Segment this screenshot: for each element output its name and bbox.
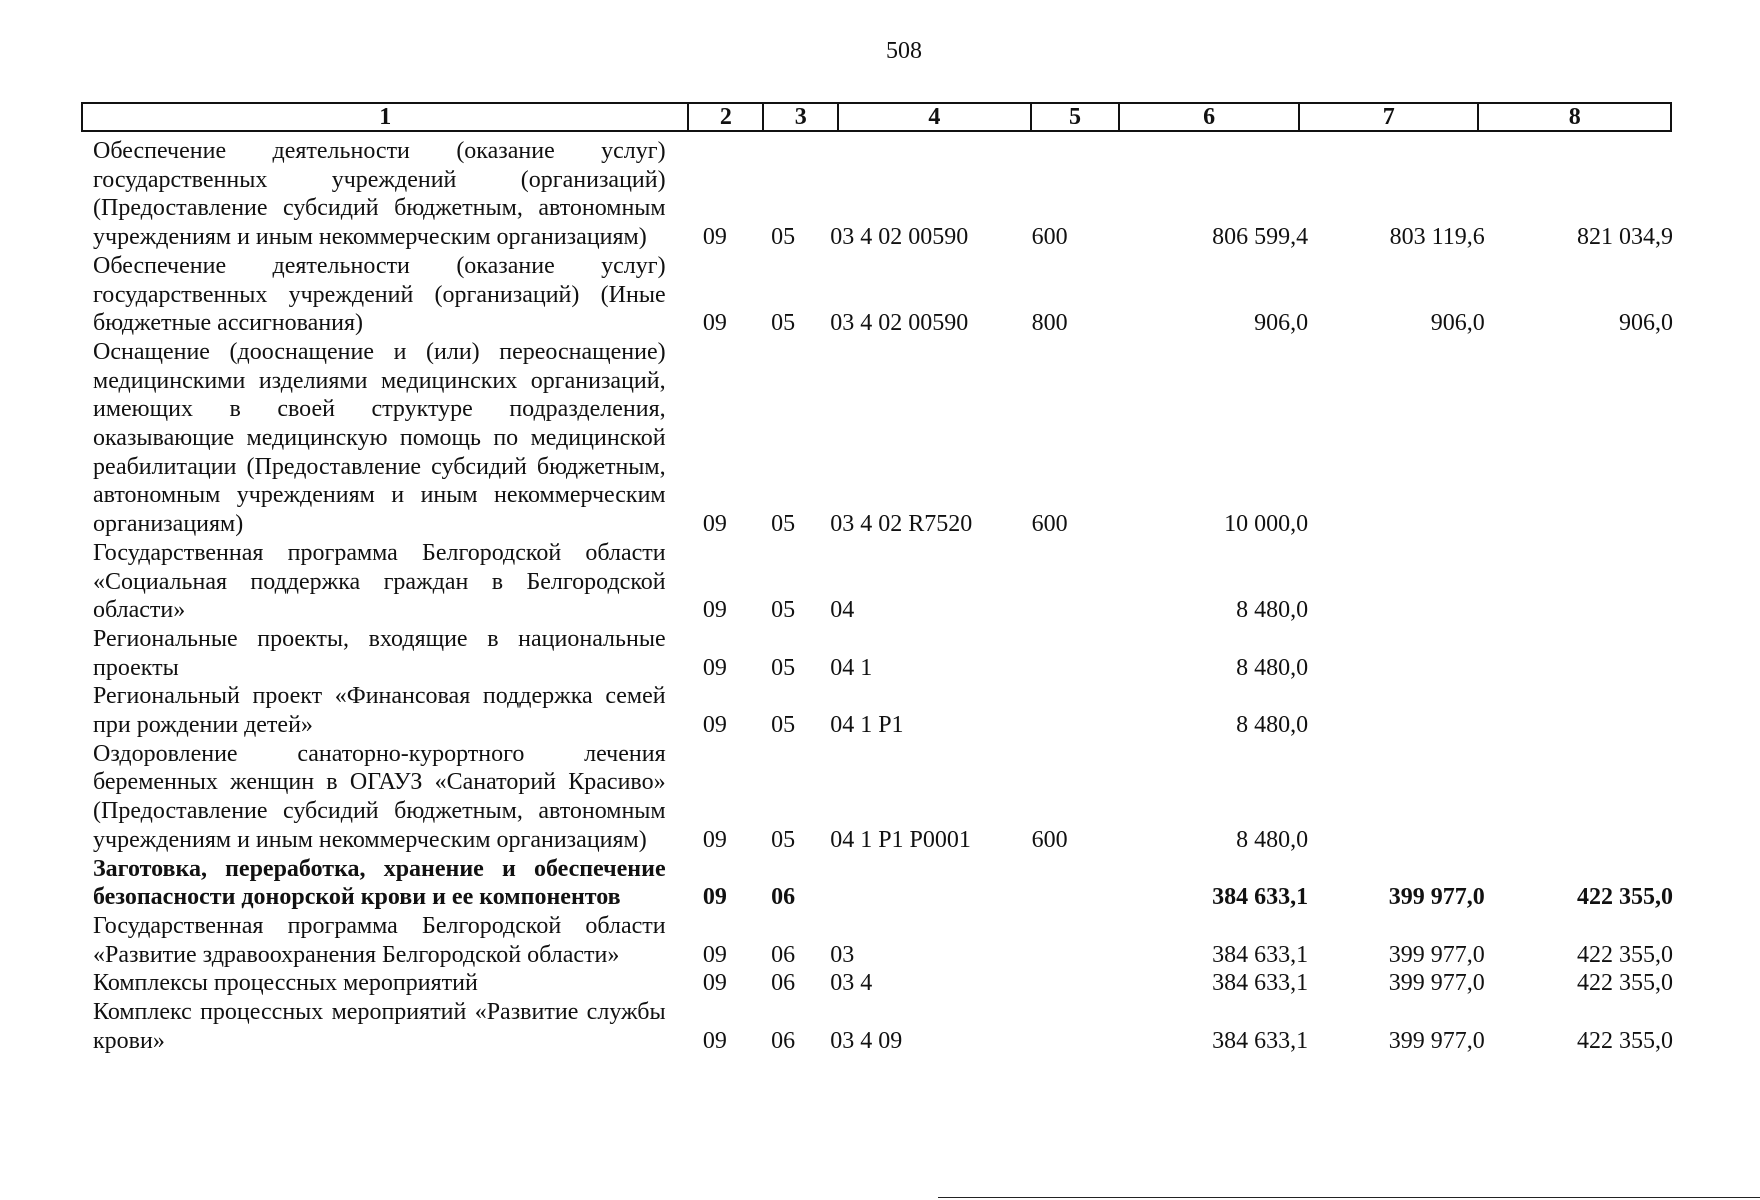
target-article-code: 04 1 (830, 654, 873, 681)
row-name: Региональный проект «Финансовая поддержка семей при рождении детей» (93, 683, 666, 739)
table-row (93, 855, 1673, 912)
section-code: 09 (702, 712, 727, 739)
amount-col-7: 803 119,6 (1389, 224, 1485, 251)
subsection-code: 05 (771, 224, 796, 251)
row-name: Обеспечение деятельности (оказание услуг) государственных учреждений (организаций) (Предоставление субсидий бюджетным, автономным учреждениям и иным некоммерческим организациям) (93, 138, 666, 251)
table-row (93, 338, 1673, 539)
amount-col-6: 8 480,0 (1236, 597, 1309, 624)
expense-type-code: 600 (1031, 224, 1068, 251)
amount-col-7: 399 977,0 (1388, 1027, 1485, 1054)
target-article-code: 04 1 P1 P0001 (830, 826, 971, 853)
amount-col-6: 906,0 (1254, 310, 1309, 337)
amount-col-7: 399 977,0 (1388, 970, 1485, 997)
header-col-5: 5 (1032, 104, 1121, 130)
subsection-code: 06 (771, 1027, 796, 1054)
header-col-1: 1 (83, 104, 689, 130)
section-code: 09 (702, 511, 727, 538)
amount-col-6: 8 480,0 (1236, 826, 1309, 853)
amount-col-6: 8 480,0 (1236, 712, 1309, 739)
subsection-code: 05 (771, 712, 796, 739)
row-name: Оздоровление санаторно-курортного лечения беременных женщин в ОГАУЗ «Санаторий Красиво» (Предоставление субсидий бюджетным, автономным учреждениям и иным некоммерческим организациям) (93, 740, 666, 853)
expense-type-code: 600 (1031, 826, 1068, 853)
expense-type-code: 600 (1031, 511, 1068, 538)
header-col-8: 8 (1568, 104, 1581, 130)
bottom-divider (938, 1197, 1760, 1198)
header-col-7: 7 (1300, 104, 1480, 130)
subsection-code: 05 (771, 597, 796, 624)
table-row (93, 625, 1673, 682)
section-code: 09 (702, 970, 727, 997)
amount-col-7: 399 977,0 (1388, 884, 1485, 911)
row-name: Заготовка, переработка, хранение и обеспечение безопасности донорской крови и ее компонентов (93, 855, 666, 911)
amount-col-6: 384 633,1 (1212, 884, 1309, 911)
target-article-code: 03 4 09 (830, 1027, 903, 1054)
subsection-code: 05 (771, 310, 796, 337)
subsection-code: 06 (771, 884, 796, 911)
amount-col-8: 422 355,0 (1577, 970, 1673, 997)
amount-col-7: 399 977,0 (1388, 941, 1485, 968)
amount-col-6: 8 480,0 (1236, 654, 1309, 681)
section-code: 09 (702, 826, 727, 853)
subsection-code: 06 (771, 941, 796, 968)
header-col-2: 2 (689, 104, 764, 130)
amount-col-8: 422 355,0 (1577, 1027, 1673, 1054)
amount-col-6: 806 599,4 (1212, 224, 1309, 251)
amount-col-8: 422 355,0 (1577, 941, 1673, 968)
table-row (93, 969, 1673, 998)
amount-col-6: 384 633,1 (1212, 941, 1309, 968)
amount-col-6: 10 000,0 (1224, 511, 1309, 538)
target-article-code: 04 1 P1 (830, 712, 904, 739)
header-col-4: 4 (839, 104, 1032, 130)
subsection-code: 05 (771, 654, 796, 681)
table-row (93, 252, 1673, 338)
target-article-code: 03 4 02 R7520 (830, 511, 973, 538)
target-article-code: 03 4 02 00590 (830, 310, 969, 337)
row-name: Обеспечение деятельности (оказание услуг) государственных учреждений (организаций) (Иные бюджетные ассигнования) (93, 252, 666, 337)
amount-col-8: 906,0 (1619, 310, 1673, 337)
target-article-code: 03 (830, 941, 855, 968)
section-code: 09 (702, 310, 727, 337)
expense-type-code: 800 (1031, 310, 1068, 337)
amount-col-7: 906,0 (1430, 310, 1485, 337)
table-row (93, 740, 1673, 855)
table-row (93, 998, 1673, 1055)
table-body (93, 137, 1673, 1056)
subsection-code: 05 (771, 826, 796, 853)
section-code: 09 (702, 941, 727, 968)
row-name: Государственная программа Белгородской области «Социальная поддержка граждан в Белгородской области» (93, 539, 666, 624)
target-article-code: 04 (830, 597, 855, 624)
subsection-code: 06 (771, 970, 796, 997)
amount-col-8: 422 355,0 (1577, 884, 1673, 911)
section-code: 09 (702, 1027, 727, 1054)
row-name: Комплексы процессных мероприятий (93, 970, 478, 997)
section-code: 09 (702, 597, 727, 624)
header-col-6: 6 (1120, 104, 1300, 130)
table-row (93, 137, 1673, 252)
section-code: 09 (702, 224, 727, 251)
amount-col-6: 384 633,1 (1212, 1027, 1309, 1054)
header-col-3: 3 (764, 104, 839, 130)
target-article-code: 03 4 (830, 970, 873, 997)
row-name: Комплекс процессных мероприятий «Развитие службы крови» (93, 999, 666, 1054)
page-number: 508 (886, 38, 922, 64)
amount-col-8: 821 034,9 (1577, 224, 1673, 251)
table-row (93, 912, 1673, 969)
subsection-code: 05 (771, 511, 796, 538)
row-name: Региональные проекты, входящие в национальные проекты (93, 625, 666, 681)
row-name: Оснащение (дооснащение и (или) переоснащение) медицинскими изделиями медицинских организаций, имеющих в своей структуре подразделения, оказывающие медицинскую помощь по медицинской реабилитации (Предоставление субсидий бюджетным, автономным учреждениям и иным некоммерческим организациям) (93, 338, 666, 538)
table-header (81, 102, 1672, 132)
section-code: 09 (702, 884, 727, 911)
row-name: Государственная программа Белгородской области «Развитие здравоохранения Белгородской области» (93, 912, 666, 968)
table-row (93, 539, 1673, 625)
target-article-code: 03 4 02 00590 (830, 224, 969, 251)
amount-col-6: 384 633,1 (1212, 970, 1309, 997)
table-row (93, 682, 1673, 739)
section-code: 09 (702, 654, 727, 681)
